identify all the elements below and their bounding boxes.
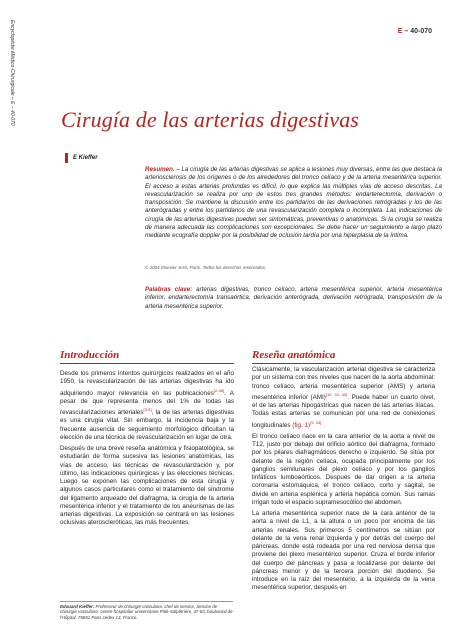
intro-p1-a: Desde los primeros intentos quirúrgicos realizados en el año 1950, la revascularización de las arterias digestivas ha ido adquiriendo mayor relevancia en las publicaciones [60,370,234,397]
page-number-value: – 40-070 [404,28,432,35]
abstract-text: – La cirugía de las arterias digestivas se aplica a lesiones muy diversas, entre las que destaca la arteriosclerosis de los orígenes o de los alrededores del tronco celíaco y de la arteria mesentérica superior. El acceso a estas arterias profundas es difícil, lo que explica las múltiples vías de acceso descritas. La revascularización se realiza por uno de estos tres grandes métodos: endarterectomía, derivación o transposición. Se mantiene la discusión entre los partidarios de las derivaciones retrógradas y los de las anterógradas y entre los partidarios de una revascularización completa o incompleta. Las indicaciones de cirugía de las arterias digestivas pueden ser sintomáticas, preventivas o anatómicas. Si la cirugía se realiza de manera adecuada las complicaciones son excepcionales. Se debe hacer un seguimiento a largo plazo mediante ecografía doppler por la posibilidad de oclusión tardía por una hiperplasia de la íntima. [145,166,442,240]
footnote-name: Edouard Kieffer: [60,604,95,609]
anat-p1-a: Clásicamente, la vascularización arterial digestiva se caracteriza por un sistema con tres niveles que nacen de la aorta abdominal: tronco celíaco, arteria mesentérica superior (AMS) y arteria mesentérica inferior (AMI) [252,366,435,401]
abstract [145,166,442,241]
page-number-prefix: E [397,28,403,35]
anat-paragraph-1 [252,366,435,430]
keywords-label: Palabras clave: [145,286,193,293]
anat-p1-ref2: [9, 33] [310,419,322,425]
intro-p1-ref: [2-38] [213,387,225,393]
author-footnote [60,601,233,620]
keywords [145,286,442,311]
side-running-text: Encyclopédie Médico-Chirurgicale – E – 40-070 [9,20,15,126]
abstract-label: Resumen. [145,166,175,173]
anat-p1-ref: [10, 33, 40] [325,391,348,397]
right-column-text [252,366,435,596]
intro-p1-b: . A pesar de que representa menos del 1% de todas las revascularizaciones arteriales [60,389,234,417]
footnote-text: Professeur de chirurgie vasculaire, chef de service, Service de chirurgie vasculaire, centre hospitalier universitaire Pitié-Salpêtrière, 47-83, boulevard de l'Hôpital, 75651 Paris cedex 13, France. [60,604,233,620]
anat-p1-b: . Puede haber un cuarto nivel, el de las arterias hipogástricas que nacen de las arterias ilíacas. Todas estas arterias se comunican por una red de conexiones longitudinales [252,393,436,429]
page-number [398,28,432,35]
intro-p1-c: , la de las arterias digestivas es una cirugía vital. Sin embargo, la incidencia baja y la frecuente ausencia de seguimiento morfológico dificultan la elección de una técnica de revascularización en lugar de otra. [60,409,234,441]
left-column-text [60,370,234,531]
anat-paragraph-2: El tronco celíaco nace en la cara anterior de la aorta a nivel de T12, justo por debajo del orificio aórtico del diafragma, formado por los pilares diafragmáticos derecho e izquierdo. Se sitúa por delante de la región celíaca, ocupada principalmente por los ganglios semilunares del plexo celíaco y por los ganglios linfáticos lumboaórticos. Después de dar origen a la arteria coronaria estomáquica, el tronco celíaco, corto y sagital, se divide en arteria esplénica y arteria hepática común. Sus ramas irrigan todo el espacio supramesocólico del abdomen. [252,432,435,506]
section-heading-resena-anatomica: Reseña anatómica [252,349,435,364]
intro-paragraph-1 [60,370,234,442]
side-running-header [3,20,15,220]
article-title: Cirugía de las arterias digestivas [61,107,359,132]
intro-p1-ref2: [3-5] [143,407,152,413]
keywords-text: arterias digestivas, tronco celíaco, arteria mesentérica superior, arteria mesentérica inferior, endarterectomía transaórtica, derivación anterógrada, derivación retrógrada, transposición de la arteria mesentérica superior. [145,286,442,310]
author-name: E Kieffer [65,153,98,163]
intro-paragraph-2: Después de una breve reseña anatómica y fisiopatológica, se estudiarán de forma sucesiva las lesiones anatómicas, las vías de acceso, las técnicas de revascularización y, por último, las indicaciones quirúrgicas y las elecciones técnicas. Luego se exponen las complicaciones de esta cirugía y algunos casos particulares como el tratamiento del síndrome del ligamento arqueado del diafragma, la cirugía de la arteria mesentérica inferior y el tratamiento de los aneurismas de las arterias digestivas. La exposición se centrará en las lesiones oclusivas ateroscleróticas, las más frecuentes. [60,445,234,527]
copyright-notice: © 2004 Elsevier SAS, París. Todos los derechos reservados. [145,265,267,270]
section-heading-introduccion: Introducción [60,349,234,364]
anat-paragraph-3: La arteria mesentérica superior nace de la cara anterior de la aorta a nivel de L1, a la altura o un poco por encima de las arterias renales. Sus primeros 5 centímetros se sitúan por delante de la vena renal izquierda y por detrás del cuerpo del páncreas, donde está rodeada por una red nerviosa densa que proviene del plexo mesentérico superior. Cruza el borde inferior del cuerpo del páncreas y pasa a localizarse por delante del páncreas menor y de la tercera porción del duodeno. Se introduce en la raíz del mesenterio, a la izquierda de la vena mesentérica superior, después en [252,510,435,592]
anat-p1-fig: (fig. 1) [292,421,311,429]
